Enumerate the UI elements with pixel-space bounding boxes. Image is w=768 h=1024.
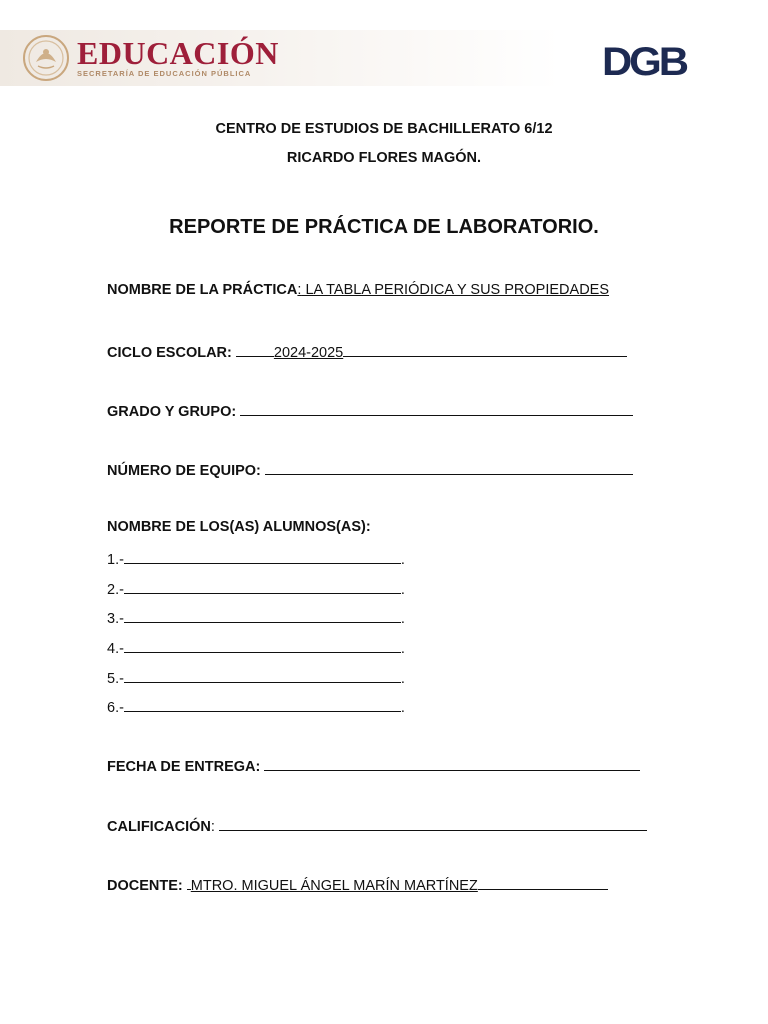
- alumno-row: [107, 549, 405, 568]
- ciclo-label: CICLO ESCOLAR:: [107, 345, 232, 361]
- practica-colon: :: [297, 282, 302, 298]
- mexico-seal-icon: [22, 34, 70, 82]
- alumno-end: .: [400, 641, 405, 657]
- alumno-blank[interactable]: [124, 608, 401, 623]
- alumno-blank[interactable]: [124, 549, 401, 564]
- calificacion-label: CALIFICACIÓN: [107, 819, 211, 835]
- brand-title: EDUCACIÓN: [77, 35, 279, 71]
- alumno-number: 4.-: [107, 641, 124, 657]
- equipo-label: NÚMERO DE EQUIPO:: [107, 463, 261, 479]
- fecha-blank[interactable]: [264, 756, 640, 771]
- equipo-blank[interactable]: [265, 460, 633, 475]
- docente-row: [107, 875, 608, 894]
- calificacion-row: [107, 816, 647, 835]
- alumno-number: 3.-: [107, 611, 124, 627]
- alumno-end: .: [400, 582, 405, 598]
- docente-value: MTRO. MIGUEL ÁNGEL MARÍN MARTÍNEZ: [190, 878, 478, 894]
- alumno-end: .: [400, 671, 405, 687]
- docente-blank-right: [478, 875, 608, 890]
- ciclo-blank-right[interactable]: [343, 342, 627, 357]
- brand-logo: [77, 36, 279, 78]
- calificacion-colon: :: [210, 819, 215, 835]
- dgb-logo: DGB: [602, 40, 686, 84]
- alumno-blank[interactable]: [124, 579, 401, 594]
- alumno-end: .: [400, 700, 405, 716]
- alumno-row: [107, 608, 405, 627]
- alumno-number: 6.-: [107, 700, 124, 716]
- alumno-row: [107, 668, 405, 687]
- alumno-end: .: [400, 611, 405, 627]
- alumno-blank[interactable]: [124, 697, 401, 712]
- institution-subname: RICARDO FLORES MAGÓN.: [286, 150, 482, 166]
- docente-label: DOCENTE:: [107, 878, 183, 894]
- institution-name: CENTRO DE ESTUDIOS DE BACHILLERATO 6/12: [215, 121, 553, 137]
- ciclo-blank-left: [236, 342, 274, 357]
- ciclo-value: 2024-2025: [273, 345, 344, 361]
- grado-blank[interactable]: [240, 401, 633, 416]
- alumno-blank[interactable]: [124, 638, 401, 653]
- practica-row: [107, 282, 609, 298]
- practica-label: NOMBRE DE LA PRÁCTICA: [107, 282, 298, 298]
- brand-subtitle: SECRETARÍA DE EDUCACIÓN PÚBLICA: [77, 69, 252, 78]
- alumno-row: [107, 638, 405, 657]
- alumno-blank[interactable]: [124, 668, 401, 683]
- report-title: REPORTE DE PRÁCTICA DE LABORATORIO.: [169, 216, 599, 238]
- alumno-number: 2.-: [107, 582, 124, 598]
- alumno-number: 5.-: [107, 671, 124, 687]
- grado-label: GRADO Y GRUPO:: [107, 404, 237, 420]
- alumnos-label: NOMBRE DE LOS(AS) ALUMNOS(AS):: [107, 519, 371, 535]
- practica-value: LA TABLA PERIÓDICA Y SUS PROPIEDADES: [301, 282, 610, 298]
- alumno-number: 1.-: [107, 552, 124, 568]
- calificacion-blank[interactable]: [219, 816, 647, 831]
- alumno-row: [107, 579, 405, 598]
- alumno-end: .: [400, 552, 405, 568]
- grado-row: [107, 401, 633, 420]
- fecha-row: [107, 756, 640, 775]
- fecha-label: FECHA DE ENTREGA:: [107, 759, 261, 775]
- ciclo-row: [107, 342, 627, 361]
- alumno-row: [107, 697, 405, 716]
- equipo-row: [107, 460, 633, 479]
